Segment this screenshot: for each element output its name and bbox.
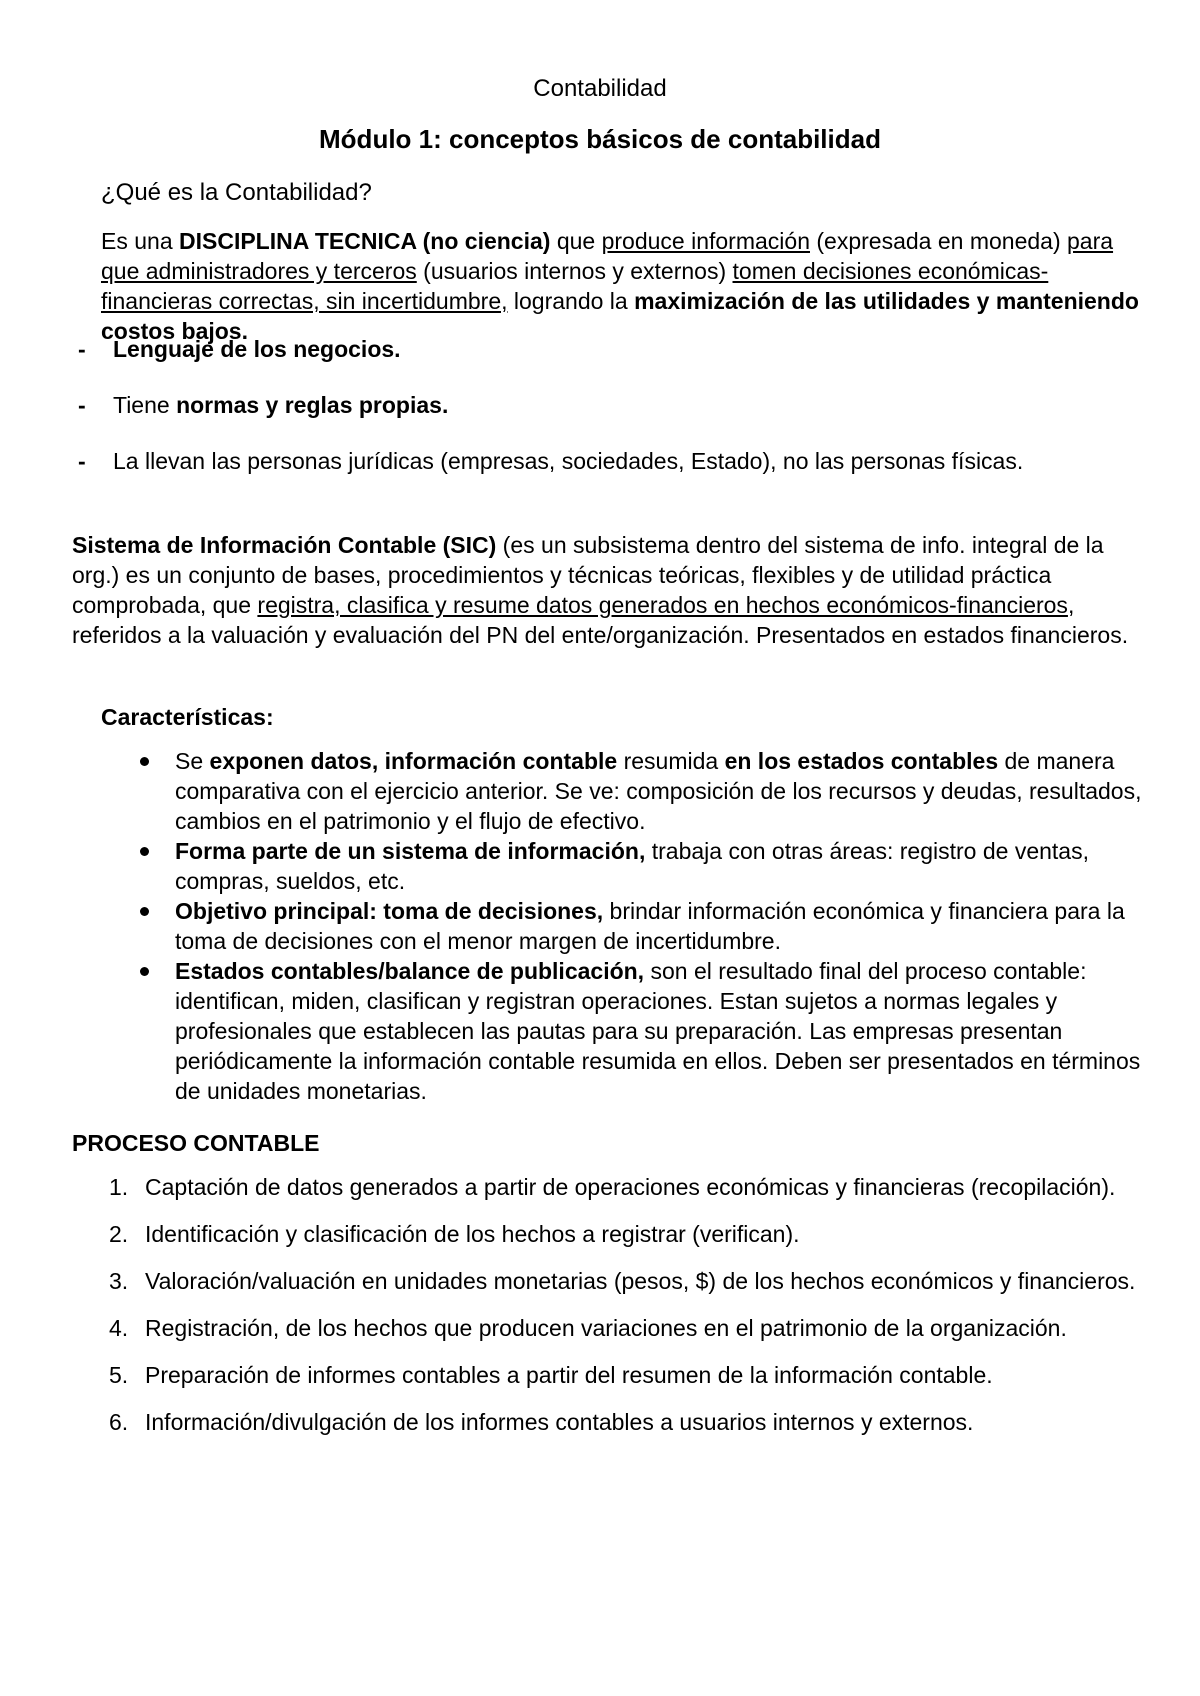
document-title: Contabilidad <box>533 75 667 102</box>
step-number: 5. <box>109 1362 129 1388</box>
step-number: 4. <box>109 1315 129 1341</box>
item-bold: Estados contables/balance de publicación, <box>175 958 645 984</box>
list-item <box>72 1360 1152 1390</box>
intro-text: que <box>550 228 602 254</box>
step-text: Información/divulgación de los informes contables a usuarios internos y externos. <box>145 1409 974 1435</box>
step-text: Valoración/valuación en unidades monetarias (pesos, $) de los hechos económicos y financieros. <box>145 1268 1136 1294</box>
step-text: Registración, de los hechos que producen variaciones en el patrimonio de la organización. <box>145 1315 1067 1341</box>
step-number: 2. <box>109 1221 129 1247</box>
intro-underline-users: para que administradores y terceros <box>101 228 1114 284</box>
item-text: de manera comparativa con el ejercicio anterior. Se ve: composición de los recursos y deudas, resultados, cambios en el patrimonio y el flujo de efectivo. <box>175 748 1142 834</box>
bullet-text <box>113 390 448 420</box>
process-heading: PROCESO CONTABLE <box>72 1130 320 1156</box>
list-item <box>137 746 1147 836</box>
bullet-dot-icon <box>140 907 149 916</box>
process-steps-list <box>72 1172 1152 1454</box>
step-number: 6. <box>109 1409 129 1435</box>
intro-text: (usuarios internos y externos) <box>416 258 733 284</box>
list-item <box>72 1219 1152 1249</box>
item-text: trabaja con otras áreas: registro de ventas, compras, sueldos, etc. <box>175 838 1089 894</box>
intro-underline-decisions: tomen decisiones económicas-financieras correctas, sin incertidumbre, <box>101 258 1049 314</box>
dash-marker: - <box>78 392 86 418</box>
item-text: resumida <box>617 748 725 774</box>
section-question: ¿Qué es la Contabilidad? <box>101 179 372 206</box>
bullet-dot-icon <box>140 757 149 766</box>
dash-marker: - <box>78 448 86 474</box>
item-text: Se <box>175 748 210 774</box>
list-item <box>72 1172 1152 1202</box>
sic-term: Sistema de Información Contable (SIC) <box>72 532 497 558</box>
bullet-dot-icon <box>140 847 149 856</box>
bullet-text: La llevan las personas jurídicas (empresas, sociedades, Estado), no las personas físicas. <box>113 448 1024 474</box>
step-number: 1. <box>109 1174 129 1200</box>
intro-paragraph <box>101 226 1141 346</box>
item-bold: Objetivo principal: toma de decisiones, <box>175 898 604 924</box>
list-item <box>137 956 1147 1106</box>
characteristics-heading: Características: <box>101 704 274 730</box>
intro-text: Es una <box>101 228 179 254</box>
sic-underline: registra, clasifica y resume datos generados en hechos económicos-financieros <box>257 592 1068 618</box>
intro-underline-info: produce información <box>601 228 810 254</box>
list-item <box>137 896 1147 956</box>
list-item <box>72 1407 1152 1437</box>
step-text: Captación de datos generados a partir de operaciones económicas y financieras (recopilación). <box>145 1174 1116 1200</box>
step-text: Preparación de informes contables a partir del resumen de la información contable. <box>145 1362 993 1388</box>
sic-paragraph <box>72 530 1142 650</box>
intro-bold-maximization: maximización de las utilidades y manteniendo costos bajos. <box>101 288 1139 344</box>
list-item <box>72 1313 1152 1343</box>
step-text: Identificación y clasificación de los hechos a registrar (verifican). <box>145 1221 800 1247</box>
item-text: son el resultado final del proceso contable: identifican, miden, clasifican y registran operaciones. Estan sujetos a normas legales y profesionales que establecen las pautas para su preparación. Las empresas presentan periódicamente la información contable resumida en ellos. Deben ser presentados en términos de unidades monetarias. <box>175 958 1141 1104</box>
characteristics-list <box>137 746 1147 1106</box>
intro-bold-discipline: DISCIPLINA TECNICA (no ciencia) <box>179 228 551 254</box>
bullet-text: Lenguaje de los negocios. <box>113 336 401 362</box>
module-title: Módulo 1: conceptos básicos de contabilidad <box>319 124 881 154</box>
list-item <box>137 836 1147 896</box>
item-bold: exponen datos, información contable <box>209 748 618 774</box>
bullet-text-plain: Tiene <box>113 392 177 418</box>
item-bold: en los estados contables <box>724 748 999 774</box>
dash-marker: - <box>78 336 86 362</box>
list-item <box>72 1266 1152 1296</box>
bullet-dot-icon <box>140 967 149 976</box>
sic-text: (es un subsistema dentro del sistema de info. integral de la org.) es un conjunto de bases, procedimientos y técnicas teóricas, flexibles y de utilidad práctica comprobada, que <box>72 532 1104 618</box>
sic-text: , referidos a la valuación y evaluación del PN del ente/organización. Presentados en estados financieros. <box>72 592 1129 648</box>
item-text: brindar información económica y financiera para la toma de decisiones con el menor margen de incertidumbre. <box>175 898 1125 954</box>
intro-text: (expresada en moneda) <box>810 228 1067 254</box>
intro-text: logrando la <box>507 288 635 314</box>
step-number: 3. <box>109 1268 129 1294</box>
item-bold: Forma parte de un sistema de información, <box>175 838 646 864</box>
bullet-text-bold: normas y reglas propias. <box>176 392 449 418</box>
